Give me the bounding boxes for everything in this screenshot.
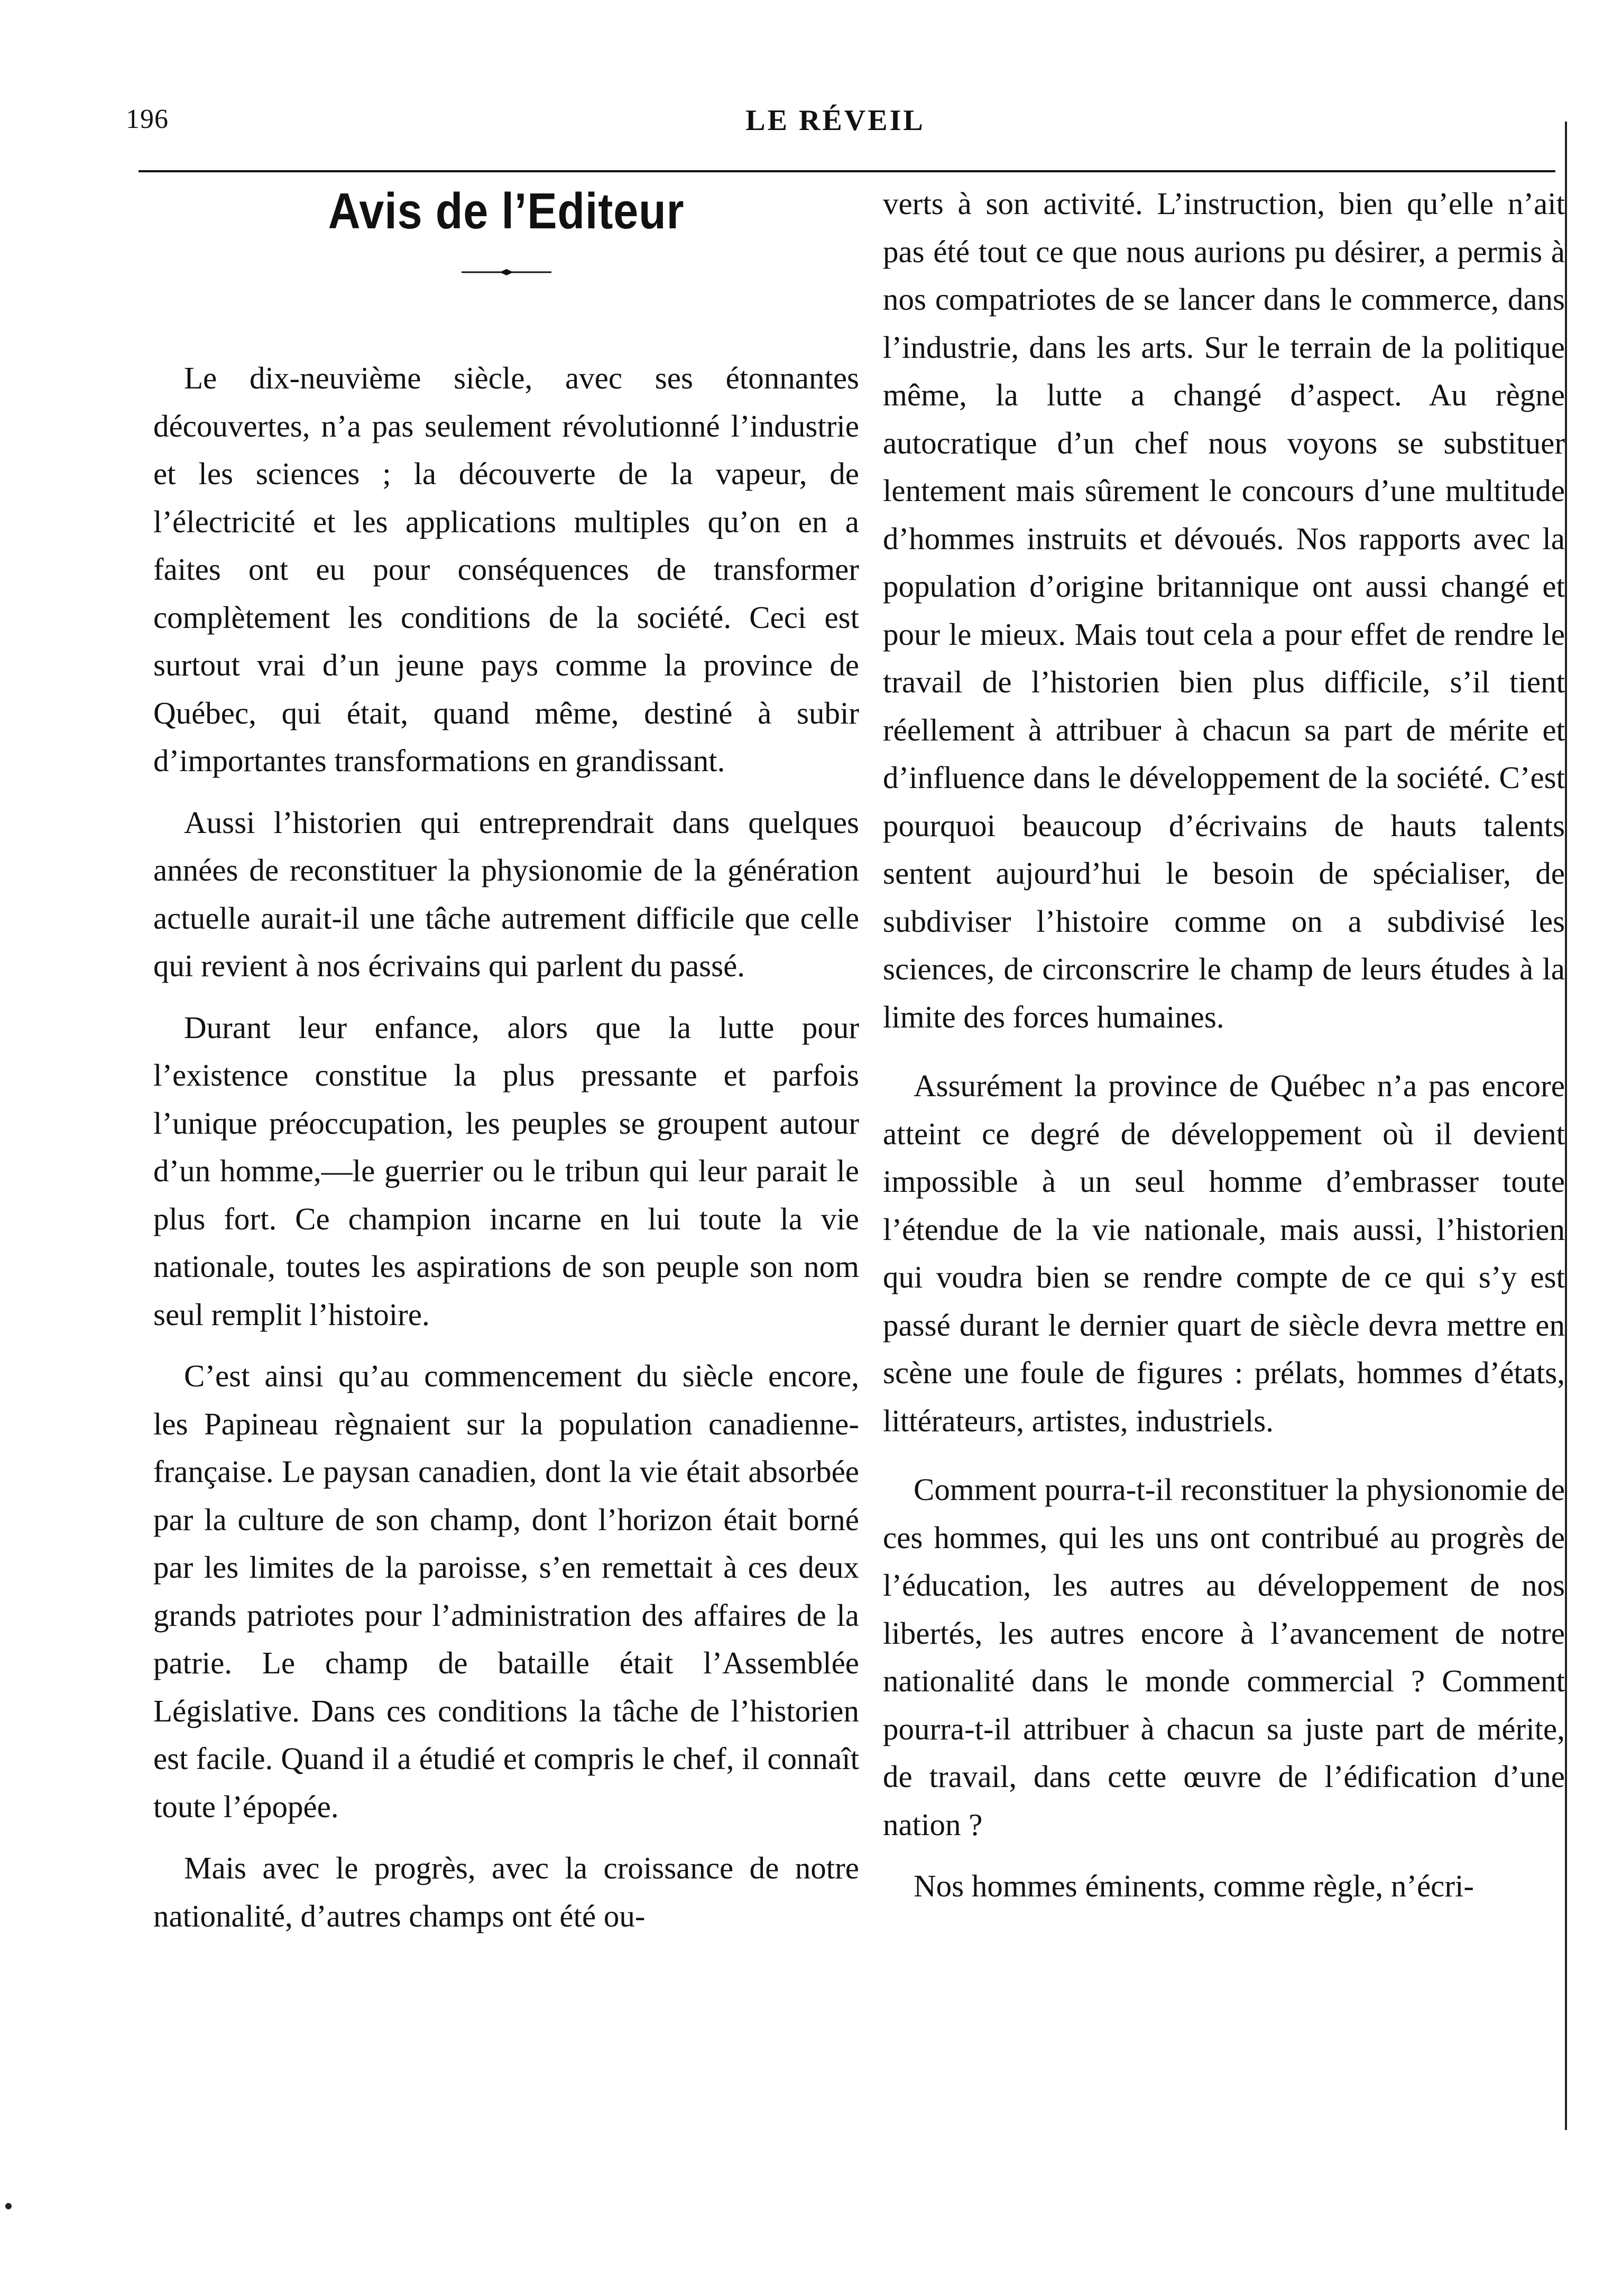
paragraph: Nos hommes éminents, comme règle, n’écri- [914,1868,1474,1903]
left-column [153,180,859,1940]
article-title: Avis de l’Editeur [328,183,685,239]
paragraph: Durant leur enfance, alors que la lutte pour l’existence constitue la plus pressante et parfois l’unique préoccupation, les peuples se groupent autour d’un homme,—le guerrier ou le tribun qui leur parait le plus fort. Ce champion incarne en lui toute la vie nationale, toutes les aspirations de son peuple son nom seul remplit l’histoire. [153,1010,859,1332]
title-ornament [462,264,551,280]
header-rule [139,170,1555,172]
paragraph: Aussi l’historien qui entreprendrait dans quelques années de reconstituer la physionomie de la génération actuelle aurait-il une tâche autrement difficile que celle qui revient à nos écrivains qui parlent du passé. [153,804,859,983]
paragraph: C’est ainsi qu’au commencement du siècle encore, les Papineau règnaient sur la population canadienne-française. Le paysan canadien, dont la vie était absorbée par la culture de son champ, dont l’horizon était borné par les limites de la paroisse, s’en remettait à ces deux grands patriotes pour l’administration des affaires de la patrie. Le champ de bataille était l’Assemblée Législative. Dans ces conditions la tâche de l’historien est facile. Quand il a étudié et compris le chef, il connaît toute l’épopée. [153,1358,859,1824]
paragraph: Mais avec le progrès, avec la croissance de notre nationalité, d’autres champs ont été ou- [153,1850,859,1933]
running-title: LE RÉVEIL [745,104,925,137]
page-edge-rule [1565,122,1567,2130]
paragraph: Assurément la province de Québec n’a pas encore atteint ce degré de développement où il devient impossible à un seul homme d’embrasser toute l’étendue de la vie nationale, mais aussi, l’historien qui voudra bien se rendre compte de ce qui s’y est passé durant le dernier quart de siècle devra mettre en scène une foule de figures : prélats, hommes d’états, littérateurs, artistes, industriels. [883,1068,1565,1438]
page-number: 196 [126,104,169,134]
right-column [883,180,1565,1910]
paragraph: Le dix-neuvième siècle, avec ses étonnantes découvertes, n’a pas seulement révolutionné l’industrie et les sciences ; la découverte de la vapeur, de l’électricité et les applications multiples qu’on en a faites ont eu pour conséquences de transformer complètement les conditions de la société. Ceci est surtout vrai d’un jeune pays comme la province de Québec, qui était, quand même, destiné à subir d’importantes transformations en grandissant. [153,360,859,778]
paragraph: verts à son activité. L’instruction, bien qu’elle n’ait pas été tout ce que nous aurions pu désirer, a permis à nos compatriotes de se lancer dans le commerce, dans l’industrie, dans les arts. Sur le terrain de la politique même, la lutte a changé d’aspect. Au règne autocratique d’un chef nous voyons se substituer lentement mais sûrement le concours d’une multitude d’hommes instruits et dévoués. Nos rapports avec la population d’origine britannique ont aussi changé et pour le mieux. Mais tout cela a pour effet de rendre le travail de l’historien bien plus difficile, s’il tient réellement à attribuer à chacun sa part de mérite et d’influence dans le développement de la société. C’est pourquoi beaucoup d’écrivains de hauts talents sentent aujourd’hui le besoin de spécialiser, de subdiviser l’histoire comme on a subdivisé les sciences, de circonscrire le champ de leurs études à la limite des forces humaines. [883,186,1565,1034]
paragraph: Comment pourra-t-il reconstituer la physionomie de ces hommes, qui les uns ont contribué au progrès de l’éducation, les autres au développement de nos libertés, les autres encore à l’avancement de notre nationalité dans le monde commercial ? Comment pourra-t-il attribuer à chacun sa juste part de mérite, de travail, dans cette œuvre de l’édification d’une nation ? [883,1472,1565,1842]
ink-speck [5,2203,12,2209]
